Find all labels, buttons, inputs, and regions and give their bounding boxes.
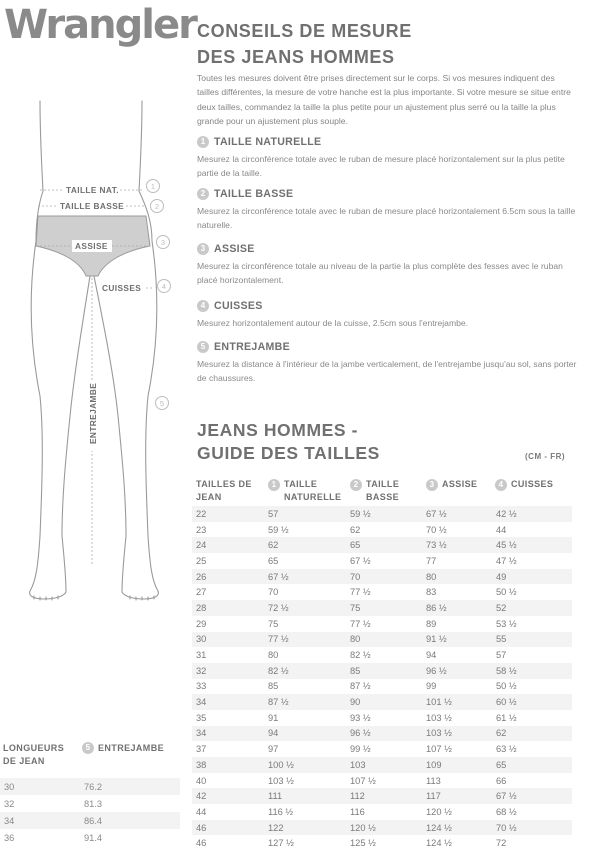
table-cell: 91	[268, 712, 279, 723]
table-cell: 72 ½	[264, 600, 346, 616]
table-cell: 37	[196, 744, 207, 755]
table-cell: 87 ½	[264, 694, 346, 710]
col-header-line: NATURELLE	[284, 491, 342, 502]
table-row	[192, 726, 572, 742]
table-row	[192, 537, 572, 553]
table-cell: 120 ½	[426, 806, 452, 817]
page-title-line-2: DES JEANS HOMMES	[197, 47, 395, 67]
step-number-badge: 5	[82, 742, 94, 754]
lengths-header	[3, 742, 64, 767]
col-header-assise	[426, 478, 477, 491]
table-cell: 96 ½	[422, 663, 492, 679]
step-number-badge: 5	[197, 341, 209, 353]
table-cell: 80	[422, 569, 492, 585]
table-cell: 52	[492, 600, 572, 616]
col-header-taille-jean	[196, 478, 252, 503]
brand-logo: Wrangler	[4, 2, 196, 48]
table-row	[192, 788, 572, 804]
table-row	[192, 804, 572, 820]
section-entrejambe	[197, 341, 577, 386]
col-header-line: TAILLES DE	[196, 479, 252, 489]
section-assise	[197, 243, 577, 288]
table-cell: 109	[422, 757, 492, 773]
table-cell: 103	[346, 757, 422, 773]
step-number-badge: 2	[197, 188, 209, 200]
section-taille-naturelle	[197, 136, 577, 181]
table-cell: 63 ½	[496, 744, 517, 755]
table-row	[192, 553, 572, 569]
table-cell: 120 ½	[346, 820, 422, 836]
size-guide-title-line-1: JEANS HOMMES -	[197, 420, 359, 440]
table-cell: 77 ½	[350, 618, 371, 629]
table-cell: 103 ½	[268, 775, 294, 786]
table-cell: 61 ½	[496, 712, 517, 723]
table-row	[192, 773, 572, 789]
table-cell: 62	[492, 726, 572, 742]
table-cell: 68 ½	[496, 806, 517, 817]
table-cell: 70	[346, 569, 422, 585]
section-title: TAILLE BASSE	[214, 188, 294, 200]
table-cell: 81.3	[84, 798, 103, 809]
table-cell: 67 ½	[492, 788, 572, 804]
table-cell: 125 ½	[350, 838, 376, 849]
table-cell: 32	[4, 798, 15, 809]
table-cell: 72	[496, 838, 507, 849]
table-cell: 77 ½	[264, 632, 346, 648]
table-cell: 116 ½	[268, 806, 294, 817]
col-header-line: CUISSES	[511, 479, 554, 489]
table-cell: 35	[196, 712, 207, 723]
table-cell: 50 ½	[496, 587, 517, 598]
table-cell: 34	[192, 726, 264, 742]
table-cell: 66	[496, 775, 507, 786]
table-cell: 75	[268, 618, 279, 629]
table-row	[192, 506, 572, 522]
table-cell: 76.2	[80, 778, 180, 795]
table-row	[192, 647, 572, 663]
table-cell: 26	[192, 569, 264, 585]
size-guide-title	[197, 419, 380, 465]
table-cell: 45 ½	[492, 537, 572, 553]
table-cell: 33	[196, 681, 207, 692]
table-cell: 91 ½	[422, 632, 492, 648]
section-taille-basse	[197, 188, 577, 233]
table-row	[0, 829, 180, 846]
table-cell: 86.4	[80, 812, 180, 829]
table-cell: 65	[346, 537, 422, 553]
section-text: Mesurez la circonférence totale avec le ruban de mesure placé horizontalement sur la plus petite partie de la taille.	[197, 154, 565, 179]
table-cell: 127 ½	[268, 838, 294, 849]
col-header-taille-basse	[350, 478, 399, 503]
lengths-table	[0, 778, 180, 846]
marker-1: 1	[150, 182, 156, 191]
table-cell: 117	[422, 788, 492, 804]
table-cell: 62	[264, 537, 346, 553]
table-cell: 65	[492, 757, 572, 773]
table-cell: 124 ½	[422, 820, 492, 836]
table-cell: 113	[426, 775, 441, 786]
table-cell: 40	[196, 775, 207, 786]
table-cell: 80	[268, 650, 279, 661]
label-taille-nat: TAILLE NAT.	[66, 185, 119, 195]
table-cell: 31	[196, 650, 207, 661]
table-cell: 122	[264, 820, 346, 836]
table-cell: 67 ½	[350, 555, 371, 566]
table-cell: 28	[192, 600, 264, 616]
table-cell: 50 ½	[496, 681, 517, 692]
table-cell: 77 ½	[350, 587, 371, 598]
table-cell: 62	[350, 524, 361, 535]
table-cell: 86 ½	[422, 600, 492, 616]
lengths-header-line: LONGUEURS	[3, 743, 65, 753]
table-cell: 32	[192, 663, 264, 679]
table-row	[192, 569, 572, 585]
section-text: Mesurez horizontalement autour de la cuisse, 2.5cm sous l'entrejambe.	[197, 318, 469, 328]
section-text: Mesurez la circonférence totale avec le ruban de mesure placé horizontalement 6.5cm sous la taille naturelle.	[197, 206, 576, 231]
table-cell: 111	[264, 788, 346, 804]
table-row	[192, 616, 572, 632]
table-cell: 90	[346, 694, 422, 710]
table-row	[192, 584, 572, 600]
right-leg-outline	[94, 241, 158, 599]
marker-2: 2	[154, 202, 160, 211]
table-cell: 59 ½	[346, 506, 422, 522]
table-cell: 100 ½	[264, 757, 346, 773]
table-row	[192, 663, 572, 679]
table-cell: 55	[492, 632, 572, 648]
label-taille-basse: TAILLE BASSE	[60, 201, 125, 211]
table-cell: 116	[350, 806, 365, 817]
table-cell: 47 ½	[496, 555, 517, 566]
label-cuisses: CUISSES	[102, 283, 142, 293]
step-number-badge: 4	[197, 300, 209, 312]
table-cell: 22	[192, 506, 264, 522]
size-guide-title-line-2: GUIDE DES TAILLES	[197, 443, 380, 463]
col-header-line: TAILLE	[284, 479, 318, 489]
table-cell: 42 ½	[492, 506, 572, 522]
table-cell: 67 ½	[422, 506, 492, 522]
table-row	[0, 778, 180, 795]
table-cell: 107 ½	[350, 775, 376, 786]
table-cell: 59 ½	[268, 524, 289, 535]
table-cell: 85	[346, 663, 422, 679]
lengths-header-line: DE JEAN	[3, 755, 45, 766]
section-cuisses	[197, 300, 577, 330]
table-cell: 99 ½	[350, 744, 371, 755]
table-cell: 60 ½	[492, 694, 572, 710]
col-header-line: ASSISE	[442, 479, 478, 489]
table-cell: 96 ½	[346, 726, 422, 742]
table-cell: 75	[346, 600, 422, 616]
table-cell: 97	[268, 744, 279, 755]
step-number-badge: 3	[426, 479, 438, 491]
inseam-header-label: ENTREJAMBE	[98, 743, 165, 753]
table-cell: 57	[264, 506, 346, 522]
step-number-badge: 2	[350, 479, 362, 491]
col-header-line: BASSE	[366, 491, 400, 502]
size-table	[192, 506, 572, 851]
table-cell: 87 ½	[350, 681, 371, 692]
section-text: Mesurez la distance à l'intérieur de la jambe verticalement, de l'entrejambe jusqu'au sol, sans porter de chaussures.	[197, 359, 577, 384]
table-cell: 83	[426, 587, 437, 598]
table-cell: 36	[4, 832, 15, 843]
table-cell: 82 ½	[350, 650, 371, 661]
table-cell: 44	[496, 524, 507, 535]
table-cell: 93 ½	[350, 712, 371, 723]
table-cell: 91.4	[84, 832, 103, 843]
table-cell: 85	[268, 681, 279, 692]
table-cell: 89	[426, 618, 437, 629]
table-cell: 107 ½	[426, 744, 452, 755]
step-number-badge: 4	[495, 479, 507, 491]
table-row	[192, 694, 572, 710]
table-cell: 101 ½	[422, 694, 492, 710]
table-cell: 73 ½	[422, 537, 492, 553]
table-cell: 77	[426, 555, 437, 566]
label-assise: ASSISE	[75, 241, 108, 251]
table-cell: 53 ½	[496, 618, 517, 629]
table-cell: 46	[196, 838, 207, 849]
inseam-header	[82, 742, 164, 754]
page-title	[197, 18, 412, 70]
col-header-cuisses	[495, 478, 553, 491]
label-entrejambe: ENTREJAMBE	[88, 382, 98, 444]
table-cell: 67 ½	[264, 569, 346, 585]
table-cell: 25	[196, 555, 207, 566]
table-cell: 34	[192, 694, 264, 710]
table-row	[192, 679, 572, 695]
section-title: CUISSES	[214, 300, 263, 312]
table-cell: 94	[264, 726, 346, 742]
col-header-taille-naturelle	[268, 478, 341, 503]
intro-paragraph: Toutes les mesures doivent être prises directement sur le corps. Si vos mesures indiquent des tailles différentes, la mesure de votre hanche est la plus importante. Si votre mesure se situe entre deux tailles, commandez la taille la plus petite pour un ajustement plus serré ou la taille la plus grande pour un ajustement plus souple.	[197, 73, 571, 127]
table-cell: 44	[196, 806, 207, 817]
page-title-line-1: CONSEILS DE MESURE	[197, 21, 412, 41]
table-cell: 124 ½	[426, 838, 452, 849]
table-cell: 112	[346, 788, 422, 804]
table-cell: 27	[196, 587, 207, 598]
col-header-line: TAILLE	[366, 479, 400, 489]
table-row	[0, 795, 180, 812]
table-cell: 70	[268, 587, 279, 598]
table-row	[192, 757, 572, 773]
table-cell: 99	[426, 681, 437, 692]
table-cell: 42	[192, 788, 264, 804]
table-cell: 29	[196, 618, 207, 629]
table-row	[192, 600, 572, 616]
table-cell: 57	[496, 650, 507, 661]
table-cell: 24	[192, 537, 264, 553]
table-row	[0, 812, 180, 829]
table-cell: 70 ½	[492, 820, 572, 836]
table-cell: 70 ½	[426, 524, 447, 535]
table-cell: 38	[192, 757, 264, 773]
table-row	[192, 835, 572, 851]
marker-4: 4	[161, 282, 167, 291]
table-cell: 46	[192, 820, 264, 836]
table-row	[192, 710, 572, 726]
section-title: TAILLE NATURELLE	[214, 136, 322, 148]
table-row	[192, 632, 572, 648]
table-cell: 65	[268, 555, 279, 566]
table-cell: 30	[192, 632, 264, 648]
section-title: ASSISE	[214, 243, 255, 255]
table-cell: 34	[0, 812, 80, 829]
table-cell: 103 ½	[422, 726, 492, 742]
table-cell: 82 ½	[264, 663, 346, 679]
marker-5: 5	[159, 399, 165, 408]
torso-outline	[40, 101, 142, 191]
table-cell: 58 ½	[492, 663, 572, 679]
table-cell: 103 ½	[426, 712, 452, 723]
body-measurement-figure	[0, 96, 190, 606]
table-cell: 80	[346, 632, 422, 648]
section-text: Mesurez la circonférence totale au niveau de la partie la plus complète des fesses avec le ruban placé horizontalement.	[197, 261, 563, 286]
table-cell: 49	[492, 569, 572, 585]
step-number-badge: 3	[197, 243, 209, 255]
table-cell: 30	[0, 778, 80, 795]
table-cell: 94	[426, 650, 437, 661]
unit-label: (CM - FR)	[525, 452, 566, 461]
marker-3: 3	[160, 238, 166, 247]
table-cell: 23	[196, 524, 207, 535]
section-title: ENTREJAMBE	[214, 341, 290, 353]
table-row	[192, 522, 572, 538]
step-number-badge: 1	[197, 136, 209, 148]
table-row	[192, 741, 572, 757]
step-number-badge: 1	[268, 479, 280, 491]
table-row	[192, 820, 572, 836]
col-header-line: JEAN	[196, 491, 222, 502]
left-leg-outline	[30, 241, 90, 599]
